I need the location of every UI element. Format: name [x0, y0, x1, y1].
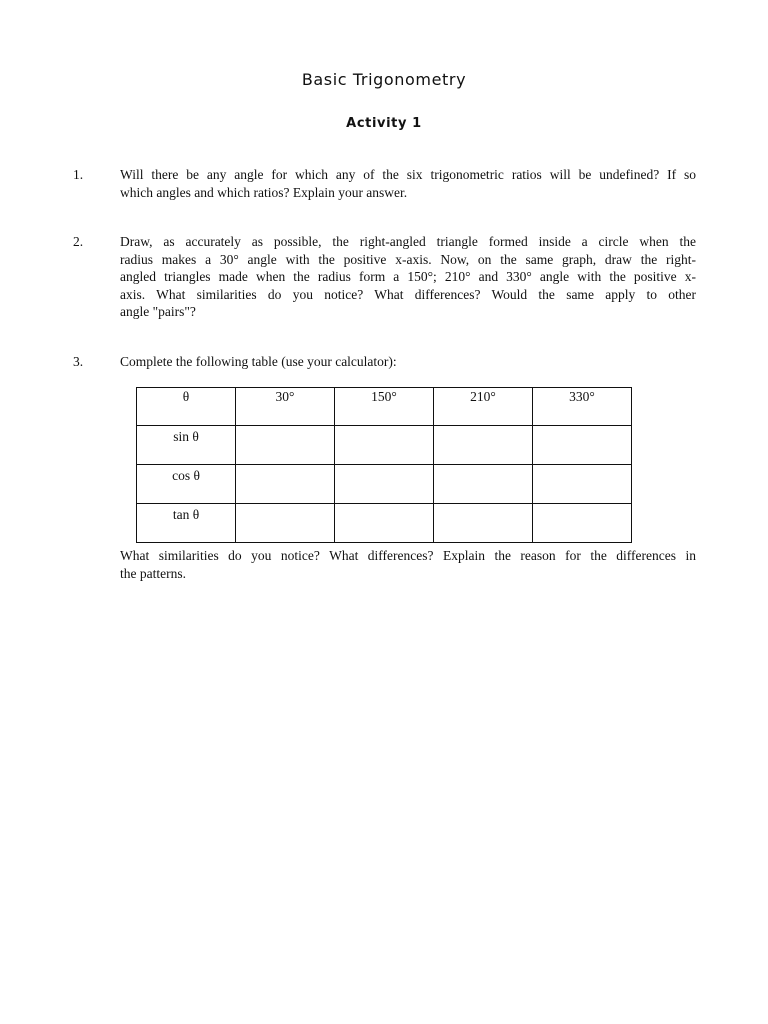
table-cell-blank[interactable] [434, 426, 533, 465]
table-header-cell: 210° [434, 388, 533, 426]
table-header-cell: 330° [533, 388, 632, 426]
question-3-number: 3. [73, 354, 84, 369]
table-header-cell: 30° [236, 388, 335, 426]
question-3-text [120, 353, 696, 371]
question-3-line-1: Complete the following table (use your calculator): [120, 354, 397, 369]
question-2-number: 2. [73, 234, 84, 249]
table-cell-blank[interactable] [434, 504, 533, 543]
question-1-number: 1. [73, 167, 84, 182]
question-2-line-4: axis. What similarities do you notice? What differences? Would the same apply to other [120, 286, 696, 302]
table-cell-blank[interactable] [533, 504, 632, 543]
question-2-line-2: radius makes a 30° angle with the positive x-axis. Now, on the same graph, draw the right- [120, 251, 696, 267]
table-header-cell: θ [137, 388, 236, 426]
question-2-line-1: Draw, as accurately as possible, the right-angled triangle formed inside a circle when the [120, 234, 696, 249]
table-cell-blank[interactable] [335, 504, 434, 543]
trig-ratio-table [136, 387, 632, 543]
question-1-line-2: which angles and which ratios? Explain your answer. [120, 184, 408, 200]
table-row [137, 426, 632, 465]
table-header-row [137, 388, 632, 426]
table-cell-blank[interactable] [434, 465, 533, 504]
row-label-tan: tan θ [137, 504, 236, 543]
follow-up-line-1: What similarities do you notice? What differences? Explain the reason for the differences in [120, 548, 696, 563]
question-1-text [120, 166, 696, 201]
question-2-line-3: angled triangles made when the radius form a 150°; 210° and 330° angle with the positive x- [120, 269, 696, 284]
follow-up-question-text [120, 547, 696, 582]
table-cell-blank[interactable] [533, 465, 632, 504]
table-row [137, 504, 632, 543]
table-cell-blank[interactable] [335, 465, 434, 504]
activity-heading: Activity 1 [346, 116, 422, 131]
table-cell-blank[interactable] [335, 426, 434, 465]
follow-up-line-2: the patterns. [120, 565, 186, 581]
table-row [137, 465, 632, 504]
question-1-line-1: Will there be any angle for which any of the six trigonometric ratios will be undefined? If so [120, 167, 696, 182]
table-cell-blank[interactable] [236, 504, 335, 543]
table-cell-blank[interactable] [533, 426, 632, 465]
table-cell-blank[interactable] [236, 426, 335, 465]
row-label-cos: cos θ [137, 465, 236, 504]
question-2-line-5: angle "pairs"? [120, 304, 196, 319]
table-cell-blank[interactable] [236, 465, 335, 504]
document-title: Basic Trigonometry [301, 70, 467, 89]
question-2-text [120, 233, 696, 321]
table-header-cell: 150° [335, 388, 434, 426]
row-label-sin: sin θ [137, 426, 236, 465]
